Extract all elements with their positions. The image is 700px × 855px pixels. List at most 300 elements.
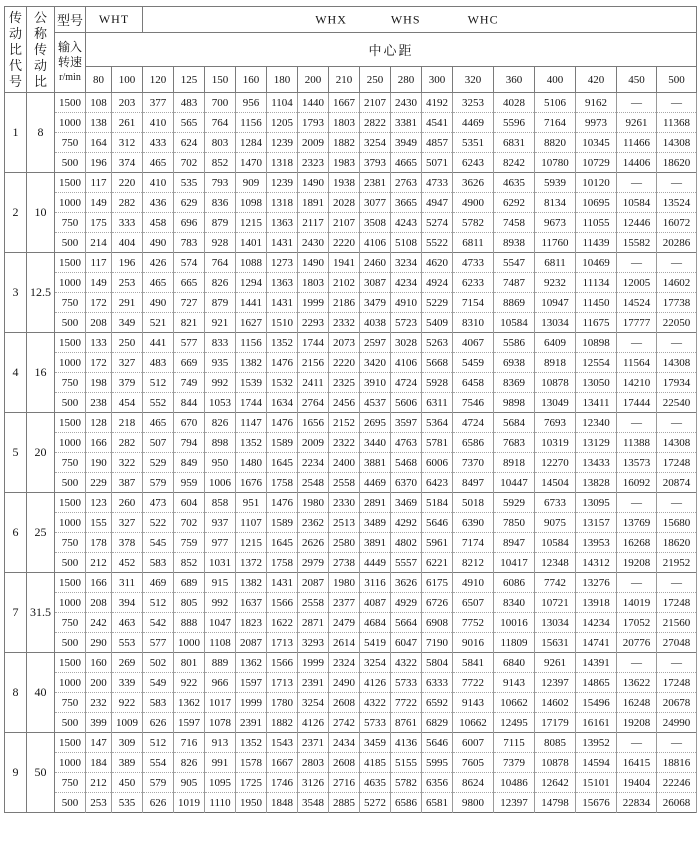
value-cell: 3626 — [453, 173, 494, 193]
value-cell: 1088 — [236, 253, 267, 273]
value-cell: 5272 — [360, 793, 391, 813]
value-cell: 452 — [112, 553, 143, 573]
value-cell: 220 — [112, 173, 143, 193]
value-cell: 7683 — [494, 433, 535, 453]
value-cell: 17248 — [657, 593, 697, 613]
value-cell: 1758 — [267, 473, 298, 493]
value-cell: 9261 — [617, 113, 657, 133]
value-cell: 4947 — [422, 193, 453, 213]
value-cell: 2479 — [329, 613, 360, 633]
value-cell: 1848 — [267, 793, 298, 813]
value-cell: 6409 — [535, 333, 576, 353]
value-cell: 3420 — [360, 353, 391, 373]
value-cell: 11564 — [617, 353, 657, 373]
value-cell: 149 — [86, 193, 112, 213]
value-cell: 232 — [86, 693, 112, 713]
value-cell: 3949 — [391, 133, 422, 153]
no-value-dash-cell: — — [617, 93, 657, 113]
value-cell: 535 — [112, 793, 143, 813]
value-cell: 521 — [143, 313, 174, 333]
value-cell: 5606 — [391, 393, 422, 413]
value-cell: 2597 — [360, 333, 391, 353]
value-cell: 13095 — [576, 493, 617, 513]
value-cell: 253 — [112, 273, 143, 293]
ratio-code-cell: 8 — [5, 653, 27, 733]
value-cell: 1758 — [267, 553, 298, 573]
value-cell: 3626 — [391, 573, 422, 593]
value-cell: 13433 — [576, 453, 617, 473]
value-cell: 465 — [143, 413, 174, 433]
spec-row — [5, 433, 697, 453]
value-cell: 17444 — [617, 393, 657, 413]
value-cell: 626 — [143, 793, 174, 813]
input-speed-cell: 750 — [55, 453, 86, 473]
value-cell: 577 — [174, 333, 205, 353]
value-cell: 212 — [86, 553, 112, 573]
input-speed-cell: 1000 — [55, 193, 86, 213]
value-cell: 8918 — [494, 453, 535, 473]
value-cell: 6811 — [453, 233, 494, 253]
value-cell: 2580 — [329, 533, 360, 553]
value-cell: 4724 — [453, 413, 494, 433]
value-cell: 19208 — [617, 713, 657, 733]
value-cell: 454 — [112, 393, 143, 413]
input-speed-cell: 1000 — [55, 513, 86, 533]
value-cell: 8820 — [535, 133, 576, 153]
value-cell: 1440 — [298, 93, 329, 113]
value-cell: 512 — [143, 593, 174, 613]
value-cell: 117 — [86, 173, 112, 193]
input-speed-cell: 500 — [55, 633, 86, 653]
value-cell: 7487 — [494, 273, 535, 293]
value-cell: 833 — [205, 333, 236, 353]
value-cell: 7115 — [494, 733, 535, 753]
value-cell: 805 — [174, 593, 205, 613]
value-cell: 14594 — [576, 753, 617, 773]
value-cell: 2456 — [329, 393, 360, 413]
value-cell: 1950 — [236, 793, 267, 813]
value-cell: 7605 — [453, 753, 494, 773]
value-cell: 9673 — [535, 213, 576, 233]
value-cell: 1999 — [298, 653, 329, 673]
value-cell: 172 — [86, 293, 112, 313]
distance-header: 150 — [205, 67, 236, 93]
value-cell: 2614 — [329, 633, 360, 653]
value-cell: 6507 — [453, 593, 494, 613]
value-cell: 2117 — [298, 213, 329, 233]
value-cell: 3028 — [391, 333, 422, 353]
value-cell: 3881 — [360, 453, 391, 473]
value-cell: 2028 — [329, 193, 360, 213]
value-cell: 3548 — [298, 793, 329, 813]
value-cell: 583 — [143, 553, 174, 573]
value-cell: 15496 — [576, 693, 617, 713]
value-cell: 1999 — [236, 693, 267, 713]
input-speed-cell: 1000 — [55, 113, 86, 133]
spec-row — [5, 713, 697, 733]
value-cell: 689 — [174, 573, 205, 593]
input-speed-cell: 500 — [55, 313, 86, 333]
value-cell: 10319 — [535, 433, 576, 453]
value-cell: 10417 — [494, 553, 535, 573]
value-cell: 6086 — [494, 573, 535, 593]
value-cell: 1622 — [267, 613, 298, 633]
input-speed-cell: 500 — [55, 153, 86, 173]
value-cell: 2102 — [329, 273, 360, 293]
value-cell: 1803 — [329, 113, 360, 133]
value-cell: 2220 — [329, 233, 360, 253]
value-cell: 469 — [143, 573, 174, 593]
value-cell: 4635 — [494, 173, 535, 193]
value-cell: 1017 — [205, 693, 236, 713]
value-cell: 1401 — [236, 233, 267, 253]
value-cell: 166 — [86, 573, 112, 593]
nominal-ratio-cell: 31.5 — [27, 573, 55, 653]
value-cell: 2763 — [391, 173, 422, 193]
value-cell: 1476 — [267, 413, 298, 433]
value-cell: 260 — [112, 493, 143, 513]
value-cell: 4537 — [360, 393, 391, 413]
value-cell: 3381 — [391, 113, 422, 133]
value-cell: 8340 — [494, 593, 535, 613]
value-cell: 2411 — [298, 373, 329, 393]
value-cell: 15101 — [576, 773, 617, 793]
value-cell: 12340 — [576, 413, 617, 433]
spec-row — [5, 593, 697, 613]
value-cell: 9162 — [576, 93, 617, 113]
value-cell: 5782 — [391, 773, 422, 793]
value-cell: 935 — [205, 353, 236, 373]
value-cell: 2822 — [360, 113, 391, 133]
value-cell: 9898 — [494, 393, 535, 413]
distance-header: 360 — [494, 67, 535, 93]
spec-row — [5, 513, 697, 533]
value-cell: 13050 — [576, 373, 617, 393]
spec-row — [5, 273, 697, 293]
value-cell: 12397 — [494, 793, 535, 813]
value-cell: 282 — [112, 433, 143, 453]
value-cell: 14865 — [576, 673, 617, 693]
value-cell: 629 — [174, 193, 205, 213]
value-cell: 11055 — [576, 213, 617, 233]
value-cell: 17248 — [657, 453, 697, 473]
value-cell: 1634 — [267, 393, 298, 413]
value-cell: 5351 — [453, 133, 494, 153]
value-cell: 8310 — [453, 313, 494, 333]
value-cell: 922 — [112, 693, 143, 713]
value-cell: 16092 — [617, 473, 657, 493]
value-cell: 7722 — [453, 673, 494, 693]
value-cell: 1031 — [205, 553, 236, 573]
value-cell: 991 — [205, 753, 236, 773]
value-cell: 888 — [174, 613, 205, 633]
value-cell: 10721 — [535, 593, 576, 613]
value-cell: 14210 — [617, 373, 657, 393]
value-cell: 483 — [174, 93, 205, 113]
value-cell: 4106 — [360, 233, 391, 253]
input-speed-cell: 500 — [55, 393, 86, 413]
value-cell: 6829 — [422, 713, 453, 733]
input-speed-cell: 1000 — [55, 593, 86, 613]
value-cell: 5929 — [494, 493, 535, 513]
distance-header: 180 — [267, 67, 298, 93]
value-cell: 4028 — [494, 93, 535, 113]
value-cell: 915 — [205, 573, 236, 593]
value-cell: 5547 — [494, 253, 535, 273]
value-cell: 1352 — [267, 333, 298, 353]
value-cell: 1294 — [236, 273, 267, 293]
distance-header: 500 — [657, 67, 697, 93]
value-cell: 8085 — [535, 733, 576, 753]
value-cell: 7174 — [453, 533, 494, 553]
value-cell: 5108 — [391, 233, 422, 253]
value-cell: 803 — [205, 133, 236, 153]
value-cell: 11134 — [576, 273, 617, 293]
value-cell: 7458 — [494, 213, 535, 233]
value-cell: 327 — [112, 513, 143, 533]
value-cell: 1318 — [267, 153, 298, 173]
value-cell: 1239 — [267, 173, 298, 193]
no-value-dash-cell: — — [617, 413, 657, 433]
value-cell: 2430 — [391, 93, 422, 113]
value-cell: 13157 — [576, 513, 617, 533]
value-cell: 4900 — [453, 193, 494, 213]
value-cell: 1744 — [236, 393, 267, 413]
distance-header: 160 — [236, 67, 267, 93]
value-cell: 13918 — [576, 593, 617, 613]
value-cell: 1980 — [329, 573, 360, 593]
value-cell: 394 — [112, 593, 143, 613]
no-value-dash-cell: — — [617, 253, 657, 273]
value-cell: 3489 — [360, 513, 391, 533]
value-cell: 3254 — [298, 693, 329, 713]
value-cell: 441 — [143, 333, 174, 353]
value-cell: 1882 — [329, 133, 360, 153]
value-cell: 10947 — [535, 293, 576, 313]
value-cell: 9232 — [535, 273, 576, 293]
value-cell: 14524 — [617, 293, 657, 313]
value-cell: 212 — [86, 773, 112, 793]
value-cell: 909 — [236, 173, 267, 193]
value-cell: 2626 — [298, 533, 329, 553]
spec-row — [5, 413, 697, 433]
spec-row — [5, 793, 697, 813]
input-speed-cell: 500 — [55, 713, 86, 733]
value-cell: 13034 — [535, 613, 576, 633]
value-cell: 11368 — [657, 113, 697, 133]
value-cell: 879 — [205, 213, 236, 233]
value-cell: 858 — [205, 493, 236, 513]
value-cell: 172 — [86, 353, 112, 373]
value-cell: 8918 — [535, 353, 576, 373]
value-cell: 1539 — [236, 373, 267, 393]
value-cell: 6423 — [422, 473, 453, 493]
value-cell: 4857 — [422, 133, 453, 153]
value-cell: 1095 — [205, 773, 236, 793]
spec-row — [5, 733, 697, 753]
value-cell: 1589 — [267, 433, 298, 453]
value-cell: 261 — [112, 113, 143, 133]
value-cell: 3253 — [453, 93, 494, 113]
value-cell: 9800 — [453, 793, 494, 813]
value-cell: 14312 — [576, 553, 617, 573]
model-wht: WHT — [86, 7, 143, 33]
value-cell: 992 — [205, 593, 236, 613]
value-cell: 1627 — [236, 313, 267, 333]
value-cell: 184 — [86, 753, 112, 773]
value-cell: 6726 — [422, 593, 453, 613]
value-cell: 5961 — [422, 533, 453, 553]
value-cell: 20286 — [657, 233, 697, 253]
value-cell: 1352 — [236, 433, 267, 453]
value-cell: 3126 — [298, 773, 329, 793]
value-cell: 1362 — [236, 653, 267, 673]
value-cell: 339 — [112, 673, 143, 693]
spec-row — [5, 393, 697, 413]
ratio-code-cell: 3 — [5, 253, 27, 333]
value-cell: 2107 — [329, 213, 360, 233]
value-cell: 378 — [112, 533, 143, 553]
value-cell: 4067 — [453, 333, 494, 353]
value-cell: 10345 — [576, 133, 617, 153]
value-cell: 7154 — [453, 293, 494, 313]
value-cell: 3891 — [360, 533, 391, 553]
value-cell: 2325 — [329, 373, 360, 393]
gear-ratio-spec-table — [4, 6, 697, 813]
value-cell: 128 — [86, 413, 112, 433]
nominal-ratio-cell: 25 — [27, 493, 55, 573]
input-speed-cell: 750 — [55, 293, 86, 313]
value-cell: 4243 — [391, 213, 422, 233]
value-cell: 1980 — [298, 493, 329, 513]
value-cell: 1318 — [267, 193, 298, 213]
no-value-dash-cell: — — [617, 173, 657, 193]
value-cell: 1793 — [298, 113, 329, 133]
value-cell: 1273 — [267, 253, 298, 273]
input-speed-cell: 1500 — [55, 413, 86, 433]
input-speed-cell: 750 — [55, 133, 86, 153]
value-cell: 1803 — [298, 273, 329, 293]
spec-row — [5, 333, 697, 353]
value-cell: 749 — [174, 373, 205, 393]
value-cell: 4126 — [360, 673, 391, 693]
value-cell: 6333 — [422, 673, 453, 693]
value-cell: 5364 — [422, 413, 453, 433]
no-value-dash-cell: — — [617, 333, 657, 353]
value-cell: 1019 — [174, 793, 205, 813]
value-cell: 11450 — [576, 293, 617, 313]
no-value-dash-cell: — — [657, 93, 697, 113]
value-cell: 1676 — [236, 473, 267, 493]
value-cell: 2460 — [360, 253, 391, 273]
value-cell: 190 — [86, 453, 112, 473]
value-cell: 333 — [112, 213, 143, 233]
model-whc: WHC — [467, 12, 499, 26]
value-cell: 9016 — [453, 633, 494, 653]
value-cell: 20678 — [657, 693, 697, 713]
value-cell: 208 — [86, 313, 112, 333]
value-cell: 977 — [205, 533, 236, 553]
value-cell: 269 — [112, 653, 143, 673]
value-cell: 11675 — [576, 313, 617, 333]
value-cell: 17777 — [617, 313, 657, 333]
value-cell: 16415 — [617, 753, 657, 773]
value-cell: 1589 — [267, 513, 298, 533]
spec-row — [5, 453, 697, 473]
value-cell: 14019 — [617, 593, 657, 613]
value-cell: 15582 — [617, 233, 657, 253]
value-cell: 665 — [174, 273, 205, 293]
value-cell: 1882 — [267, 713, 298, 733]
no-value-dash-cell: — — [657, 333, 697, 353]
value-cell: 1284 — [236, 133, 267, 153]
value-cell: 4733 — [422, 173, 453, 193]
value-cell: 19208 — [617, 553, 657, 573]
value-cell: 13034 — [535, 313, 576, 333]
value-cell: 123 — [86, 493, 112, 513]
distance-header: 210 — [329, 67, 360, 93]
value-cell: 764 — [205, 253, 236, 273]
value-cell: 3293 — [298, 633, 329, 653]
value-cell: 2220 — [329, 353, 360, 373]
value-cell: 13573 — [617, 453, 657, 473]
value-cell: 529 — [143, 453, 174, 473]
value-cell: 1566 — [267, 653, 298, 673]
value-cell: 10120 — [576, 173, 617, 193]
value-cell: 5939 — [535, 173, 576, 193]
value-cell: 22834 — [617, 793, 657, 813]
value-cell: 8938 — [494, 233, 535, 253]
value-cell: 5596 — [494, 113, 535, 133]
value-cell: 959 — [174, 473, 205, 493]
value-cell: 1597 — [236, 673, 267, 693]
value-cell: 905 — [174, 773, 205, 793]
value-cell: 937 — [205, 513, 236, 533]
value-cell: 4924 — [422, 273, 453, 293]
value-cell: 3254 — [360, 653, 391, 673]
value-cell: 387 — [112, 473, 143, 493]
value-cell: 2558 — [298, 593, 329, 613]
value-cell: 821 — [174, 313, 205, 333]
value-cell: 1667 — [267, 753, 298, 773]
value-cell: 18620 — [657, 533, 697, 553]
value-cell: 2608 — [329, 753, 360, 773]
value-cell: 950 — [205, 453, 236, 473]
value-cell: 716 — [174, 733, 205, 753]
input-speed-cell: 750 — [55, 693, 86, 713]
spec-row — [5, 213, 697, 233]
value-cell: 5155 — [391, 753, 422, 773]
value-cell: 13952 — [576, 733, 617, 753]
value-cell: 490 — [143, 293, 174, 313]
value-cell: 1637 — [236, 593, 267, 613]
value-cell: 6458 — [453, 373, 494, 393]
input-speed-header: 输入 转速 r/min — [55, 33, 86, 93]
value-cell: 1490 — [298, 253, 329, 273]
value-cell: 2558 — [329, 473, 360, 493]
value-cell: 147 — [86, 733, 112, 753]
value-cell: 3665 — [391, 193, 422, 213]
value-cell: 5664 — [391, 613, 422, 633]
value-cell: 117 — [86, 253, 112, 273]
input-speed-cell: 500 — [55, 473, 86, 493]
value-cell: 13953 — [576, 533, 617, 553]
value-cell: 2371 — [298, 733, 329, 753]
value-cell: 6586 — [391, 793, 422, 813]
value-cell: 604 — [174, 493, 205, 513]
value-cell: 2891 — [360, 493, 391, 513]
input-speed-cell: 750 — [55, 773, 86, 793]
